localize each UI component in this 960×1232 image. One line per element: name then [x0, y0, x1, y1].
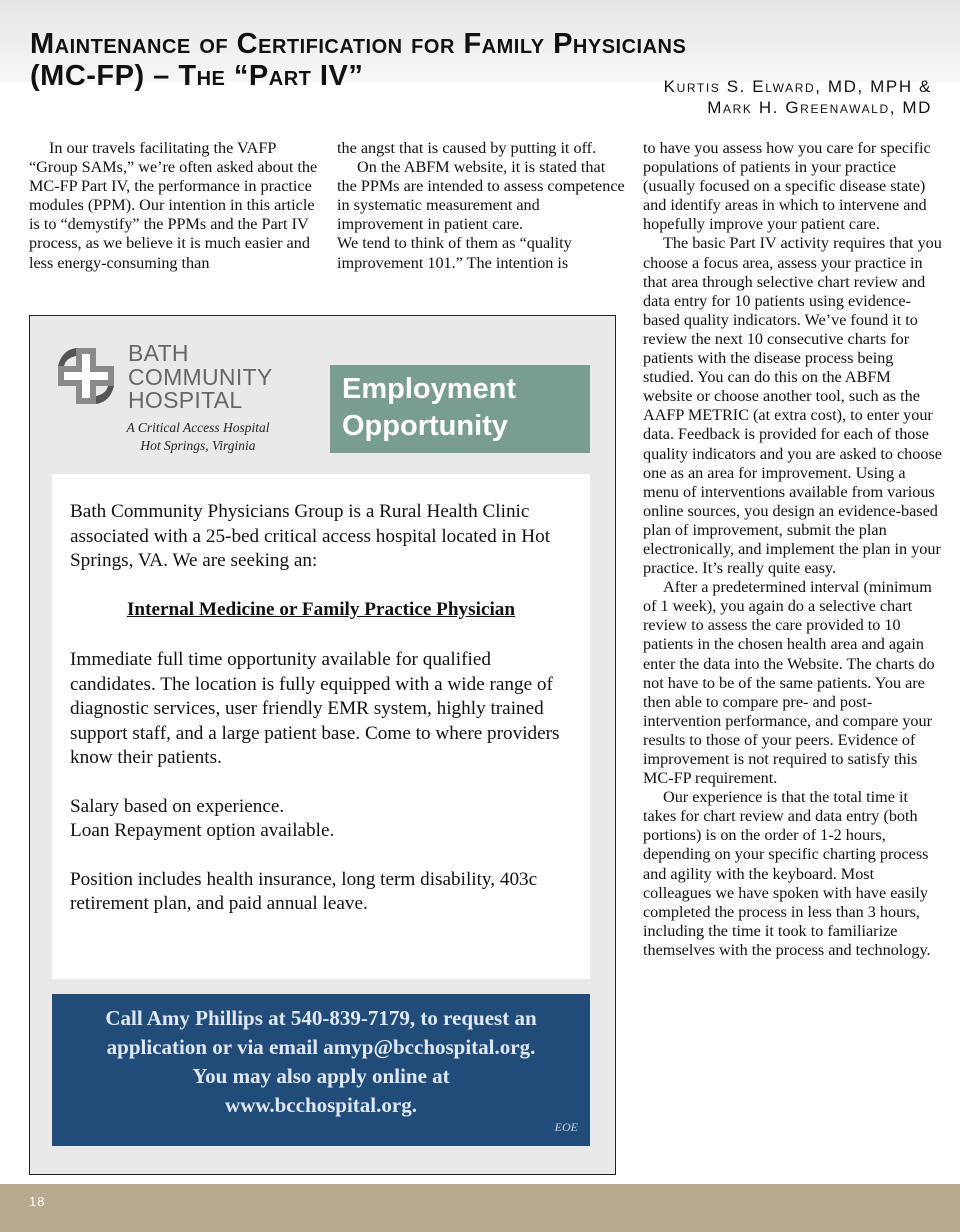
contact-line: www.bcchospital.org. — [225, 1093, 417, 1117]
article-authors — [664, 76, 932, 118]
ad-description: Immediate full time opportunity available for qualified candidates. The location is fully equipped with a wide range of diagnostic services, user friendly EMR system, highly trained support staff, and a large patient base. Come to where providers know their patients. — [70, 649, 560, 768]
footer-band — [0, 1184, 960, 1232]
article-title: Maintenance of Certification for Family Physicians (MC-FP) – The “Part IV” — [30, 28, 687, 92]
contact-line: You may also apply online at — [192, 1064, 450, 1088]
banner-line: Employment — [342, 373, 517, 405]
contact-line: Call Amy Phillips at 540-839-7179, to request an — [105, 1006, 537, 1030]
hospital-name — [128, 342, 273, 413]
article-column-3 — [643, 139, 943, 960]
contact-line: application or via email amyp@bcchospital.org. — [106, 1035, 536, 1059]
job-title: Internal Medicine or Family Practice Physician — [126, 598, 516, 620]
paragraph: We tend to think of them as “quality improvement 101.” The intention is — [337, 234, 572, 272]
paragraph: to have you assess how you care for specific populations of patients in your practice (usually focused on a specific disease state) and identify areas in which to intervene and hopefully improve your patient care. — [643, 139, 931, 234]
hospital-subtitle-line: Hot Springs, Virginia — [140, 438, 256, 453]
employment-banner — [330, 365, 590, 453]
ad-benefits: Position includes health insurance, long term disability, 403c retirement plan, and paid annual leave. — [70, 868, 538, 914]
hospital-subtitle — [88, 419, 308, 455]
ad-intro: Bath Community Physicians Group is a Rural Health Clinic associated with a 25-bed critical access hospital located in Hot Springs, VA. We are seeking an: — [70, 501, 551, 571]
paragraph: Our experience is that the total time it takes for chart review and data entry (both portions) is on the order of 1-2 hours, depending on your specific charting process and agility with the keyboard. Most colleagues we have spoken with have easily completed the process in less than 3 hours, including the time it took to familiarize themselves with the process and technology. — [643, 788, 931, 959]
eoe-label: EOE — [554, 1120, 578, 1134]
paragraph: the angst that is caused by putting it off. — [337, 139, 597, 157]
salary-text: Salary based on experience. — [70, 795, 285, 817]
article-column-2 — [337, 139, 627, 273]
banner-line: Opportunity — [342, 410, 508, 442]
page-number: 18 — [29, 1194, 46, 1209]
paragraph: The basic Part IV activity requires that you choose a focus area, assess your practice in that area through selective chart review and data entry for 10 patients using evidence-based quality indicators. We’ve found it to review the next 10 consecutive charts for patients with the disease process being studied. You can do this on the ABFM website or choose another tool, such as the AAFP METRIC (at extra cost), to enter your data. Feedback is provided for each of those quality indicators and you are asked to choose one as an area for improvement. Using a menu of interventions available from various online sources, you design an evidence-based plan of improvement, submit the plan electronically, and implement the plan in your practice. It’s really quite easy. — [643, 234, 942, 578]
hospital-name-line: HOSPITAL — [128, 387, 243, 413]
employment-advertisement — [29, 315, 616, 1175]
hospital-name-line: BATH — [128, 340, 189, 366]
paragraph: In our travels facilitating the VAFP “Group SAMs,” we’re often asked about the MC-FP Part IV, the performance in practice modules (PPM). Our intention in this article is to “demystify” the PPMs and the Part IV process, as we believe it is much easier and less energy-consuming than — [29, 139, 318, 272]
ad-compensation — [70, 795, 572, 844]
paragraph: After a predetermined interval (minimum of 1 week), you again do a selective chart review to assess the care provided to 10 patients in the chosen health area and again enter the data into the Website. The charts do not have to be of the same patients. You are then able to compare pre- and post-intervention performance, and compare your results to those of your peers. Evidence of improvement is not required to satisfy this MC-FP requirement. — [643, 578, 935, 788]
loan-text: Loan Repayment option available. — [70, 820, 335, 841]
article-column-1 — [29, 139, 319, 273]
hospital-subtitle-line: A Critical Access Hospital — [126, 420, 270, 435]
author-line: Kurtis S. Elward, MD, MPH & — [663, 77, 932, 96]
contact-box — [52, 994, 590, 1146]
author-line: Mark H. Greenawald, MD — [707, 98, 932, 117]
hospital-name-line: COMMUNITY — [128, 363, 273, 390]
hospital-logo-icon — [52, 342, 120, 410]
ad-body — [52, 474, 590, 979]
paragraph: On the ABFM website, it is stated that the PPMs are intended to assess competence in systematic measurement and improvement in patient care. — [337, 158, 625, 234]
